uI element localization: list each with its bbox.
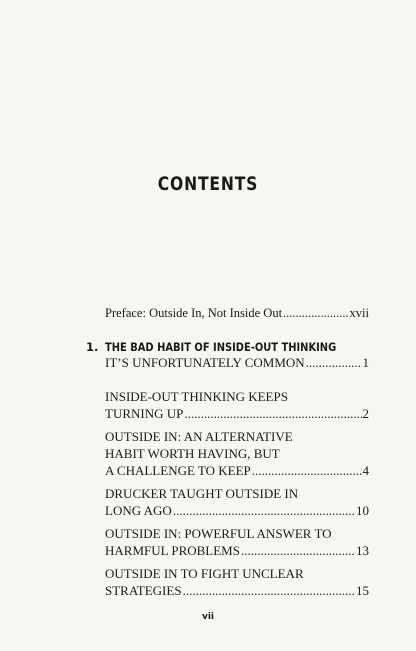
toc-entry xyxy=(105,388,369,422)
toc-page-number: 10 xyxy=(356,503,369,518)
toc-page-number: 15 xyxy=(356,583,369,598)
toc-entry-line: HABIT WORTH HAVING, BUT xyxy=(105,446,280,461)
chapter-number: 1. xyxy=(86,340,99,354)
toc-entry-label: STRATEGIES xyxy=(105,583,182,598)
toc-entry-line: DRUCKER TAUGHT OUTSIDE IN xyxy=(105,486,299,501)
toc-page-number: 2 xyxy=(362,406,369,421)
toc-page-number: 4 xyxy=(362,463,369,478)
dot-leader xyxy=(184,405,361,422)
chapter-title: THE BAD HABIT OF INSIDE-OUT THINKING xyxy=(105,340,337,354)
toc-entry-label: LONG AGO xyxy=(105,503,172,518)
toc-page-number: 1 xyxy=(362,355,369,370)
toc-entry-label: Preface: Outside In, Not Inside Out xyxy=(105,306,283,320)
toc-entry xyxy=(105,428,369,479)
toc-entry xyxy=(105,525,369,559)
toc-entry-label: A CHALLENGE TO KEEP xyxy=(105,463,251,478)
toc-entry xyxy=(105,485,369,519)
toc-entry-line: OUTSIDE IN: POWERFUL ANSWER TO xyxy=(105,526,332,541)
dot-leader xyxy=(252,462,362,479)
toc-entry-line: INSIDE-OUT THINKING KEEPS xyxy=(105,389,288,404)
toc-page-number: 13 xyxy=(356,543,369,558)
page-title: CONTENTS xyxy=(157,173,259,195)
dot-leader xyxy=(241,542,355,559)
dot-leader xyxy=(283,305,349,322)
toc-entry-label: IT’S UNFORTUNATELY COMMON xyxy=(105,355,305,370)
toc-entry-label: TURNING UP xyxy=(105,406,184,421)
toc-entry-label: HARMFUL PROBLEMS xyxy=(105,543,240,558)
toc-entry-line: OUTSIDE IN: AN ALTERNATIVE xyxy=(105,429,293,444)
page-folio: vii xyxy=(201,612,215,622)
toc-entry xyxy=(105,565,369,599)
toc-page-number: xvii xyxy=(349,306,369,320)
toc-entry-line: OUTSIDE IN TO FIGHT UNCLEAR xyxy=(105,566,304,581)
toc-entry-chapter-1 xyxy=(105,354,369,371)
toc-entry-preface xyxy=(105,305,369,322)
dot-leader xyxy=(173,502,355,519)
dot-leader xyxy=(306,354,362,371)
dot-leader xyxy=(183,582,355,599)
